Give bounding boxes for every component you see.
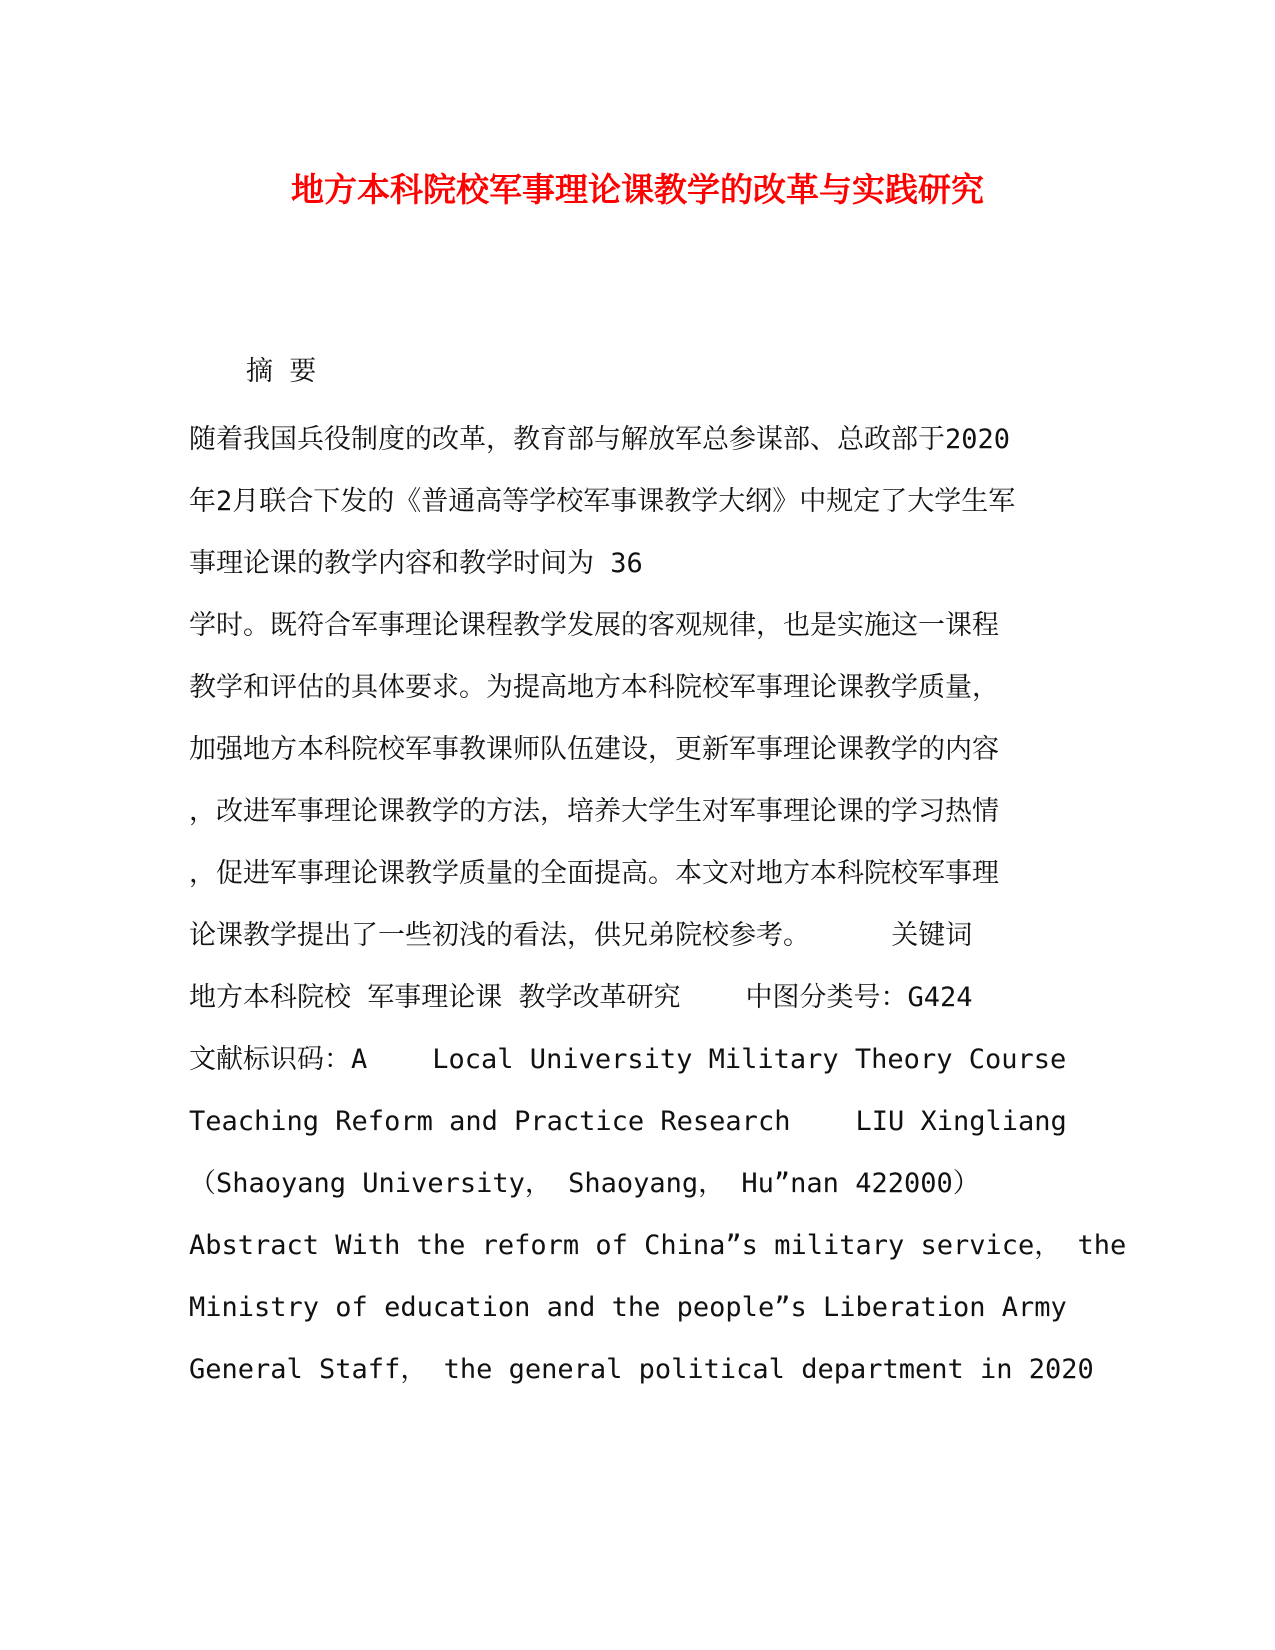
- text-line: General Staff， the general political department in 2020: [189, 1354, 1094, 1385]
- text-line: ，促进军事理论课教学质量的全面提高。本文对地方本科院校军事理: [189, 858, 999, 889]
- text-line: （Shaoyang University， Shaoyang， Hu”nan 422000）: [189, 1168, 980, 1199]
- text-line: 论课教学提出了一些初浅的看法，供兄弟院校参考。 关键词: [189, 920, 973, 951]
- text-line: 年2月联合下发的《普通高等学校军事课教学大纲》中规定了大学生军: [189, 486, 1016, 517]
- text-line: 教学和评估的具体要求。为提高地方本科院校军事理论课教学质量，: [189, 672, 999, 703]
- text-line: Ministry of education and the people”s Liberation Army: [189, 1292, 1067, 1323]
- document-title: 地方本科院校军事理论课教学的改革与实践研究: [291, 170, 984, 209]
- abstract-heading: 摘 要: [246, 356, 317, 387]
- text-line: 加强地方本科院校军事教课师队伍建设，更新军事理论课教学的内容: [189, 734, 999, 765]
- text-line: 事理论课的教学内容和教学时间为 36: [189, 548, 643, 579]
- text-line: 随着我国兵役制度的改革，教育部与解放军总参谋部、总政部于2020: [189, 424, 1011, 455]
- text-line: 学时。既符合军事理论课程教学发展的客观规律，也是实施这一课程: [189, 610, 999, 641]
- text-line: 地方本科院校 军事理论课 教学改革研究 中图分类号：G424: [189, 982, 973, 1013]
- text-line: Abstract With the reform of China”s military service， the: [189, 1230, 1127, 1261]
- text-line: 文献标识码：A Local University Military Theory Course: [189, 1044, 1067, 1075]
- text-line: ，改进军事理论课教学的方法，培养大学生对军事理论课的学习热情: [189, 796, 999, 827]
- text-line: Teaching Reform and Practice Research LIU Xingliang: [189, 1106, 1067, 1137]
